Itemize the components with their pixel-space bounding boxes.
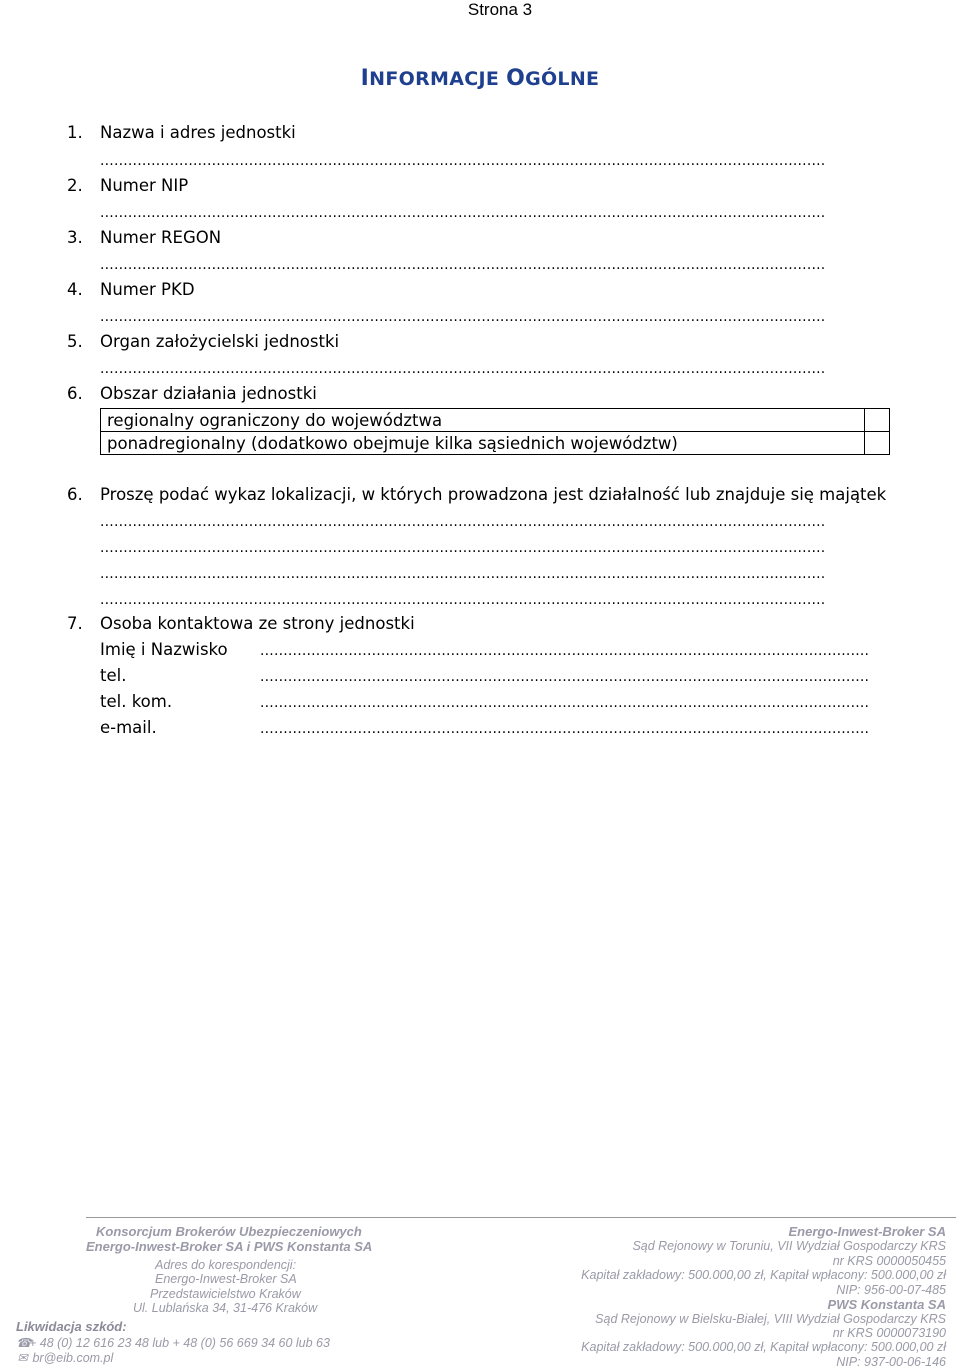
footer-address-street: Ul. Lublańska 34, 31-476 Kraków	[133, 1301, 318, 1315]
footer-divider	[86, 1217, 956, 1218]
fill-line[interactable]: ............................................................................................................................................................	[100, 153, 826, 169]
footer-address-office: Przedstawicielstwo Kraków	[150, 1287, 301, 1301]
contact-email-label: e-mail.	[100, 718, 157, 737]
contact-name-field[interactable]: ...................................................................................................................................	[260, 643, 870, 659]
item-number: 5.	[67, 332, 83, 351]
operating-area-table	[100, 408, 890, 455]
fill-line[interactable]: ............................................................................................................................................................	[100, 309, 826, 325]
footer-consortium: Konsorcjum Brokerów Ubezpieczeniowych	[96, 1224, 362, 1239]
footer-company1-court: Sąd Rejonowy w Toruniu, VII Wydział Gospodarczy KRS	[632, 1239, 946, 1253]
footer-company2-court: Sąd Rejonowy w Bielsku-Białej, VIII Wydział Gospodarczy KRS	[595, 1312, 946, 1326]
item-label-founding-body: Organ założycielski jednostki	[100, 332, 340, 351]
item-label-pkd: Numer PKD	[100, 280, 195, 299]
item-label-name-address: Nazwa i adres jednostki	[100, 123, 296, 142]
item-number: 2.	[67, 176, 83, 195]
phone-icon: ☎	[16, 1336, 32, 1350]
fill-line[interactable]: ............................................................................................................................................................	[100, 566, 826, 582]
contact-phone-field[interactable]: ...................................................................................................................................	[260, 669, 870, 685]
item-number: 6.	[67, 485, 83, 504]
checkbox-regional[interactable]	[865, 409, 890, 432]
footer-company2-capital: Kapitał zakładowy: 500.000,00 zł, Kapitał wpłacony: 500.000,00 zł	[581, 1340, 946, 1354]
footer-company1-capital: Kapitał zakładowy: 500.000,00 zł, Kapitał wpłacony: 500.000,00 zł	[581, 1268, 946, 1282]
footer-company1-name: Energo-Inwest-Broker SA	[788, 1224, 946, 1239]
footer-company1-krs: nr KRS 0000050455	[832, 1254, 946, 1268]
option-regional: regionalny ograniczony do województwa	[101, 409, 865, 432]
item-label-locations: Proszę podać wykaz lokalizacji, w których prowadzona jest działalność lub znajduje się majątek	[100, 485, 887, 504]
footer-address-label: Adres do korespondencji:	[155, 1258, 297, 1272]
footer-address-company: Energo-Inwest-Broker SA	[155, 1272, 297, 1286]
contact-email-field[interactable]: ...................................................................................................................................	[260, 721, 870, 737]
checkbox-supraregional[interactable]	[865, 432, 890, 455]
mail-icon: ✉	[17, 1351, 28, 1365]
contact-mobile-label: tel. kom.	[100, 692, 173, 711]
page-number: Strona 3	[467, 0, 533, 19]
item-number: 3.	[67, 228, 83, 247]
contact-mobile-field[interactable]: ...................................................................................................................................	[260, 695, 870, 711]
contact-phone-label: tel.	[100, 666, 127, 685]
item-number: 1.	[67, 123, 83, 142]
item-label-regon: Numer REGON	[100, 228, 222, 247]
item-number: 4.	[67, 280, 83, 299]
fill-line[interactable]: ............................................................................................................................................................	[100, 540, 826, 556]
footer-company1-nip: NIP: 956-00-07-485	[836, 1283, 946, 1297]
item-number: 6.	[67, 384, 83, 403]
item-label-nip: Numer NIP	[100, 176, 189, 195]
contact-name-label: Imię i Nazwisko	[100, 640, 228, 659]
footer-company2-krs: nr KRS 0000073190	[832, 1326, 946, 1340]
option-supraregional: ponadregionalny (dodatkowo obejmuje kilka sąsiednich województw)	[101, 432, 865, 455]
item-number: 7.	[67, 614, 83, 633]
fill-line[interactable]: ............................................................................................................................................................	[100, 205, 826, 221]
footer-email[interactable]: ✉ br@eib.com.pl	[17, 1351, 114, 1365]
footer-company2-name: PWS Konstanta SA	[827, 1297, 946, 1312]
footer-phone: ☎+ 48 (0) 12 616 23 48 lub + 48 (0) 56 669 34 60 lub 63	[16, 1336, 330, 1350]
fill-line[interactable]: ............................................................................................................................................................	[100, 257, 826, 273]
footer-company2-nip: NIP: 937-00-06-146	[836, 1355, 946, 1369]
fill-line[interactable]: ............................................................................................................................................................	[100, 361, 826, 377]
fill-line[interactable]: ............................................................................................................................................................	[100, 514, 826, 530]
item-label-operating-area: Obszar działania jednostki	[100, 384, 317, 403]
fill-line[interactable]: ............................................................................................................................................................	[100, 592, 826, 608]
item-label-contact: Osoba kontaktowa ze strony jednostki	[100, 614, 415, 633]
section-title: INFORMACJE OGÓLNE	[360, 66, 600, 91]
footer-members: Energo-Inwest-Broker SA i PWS Konstanta SA	[86, 1239, 373, 1254]
footer-claims-label: Likwidacja szkód:	[16, 1319, 127, 1334]
